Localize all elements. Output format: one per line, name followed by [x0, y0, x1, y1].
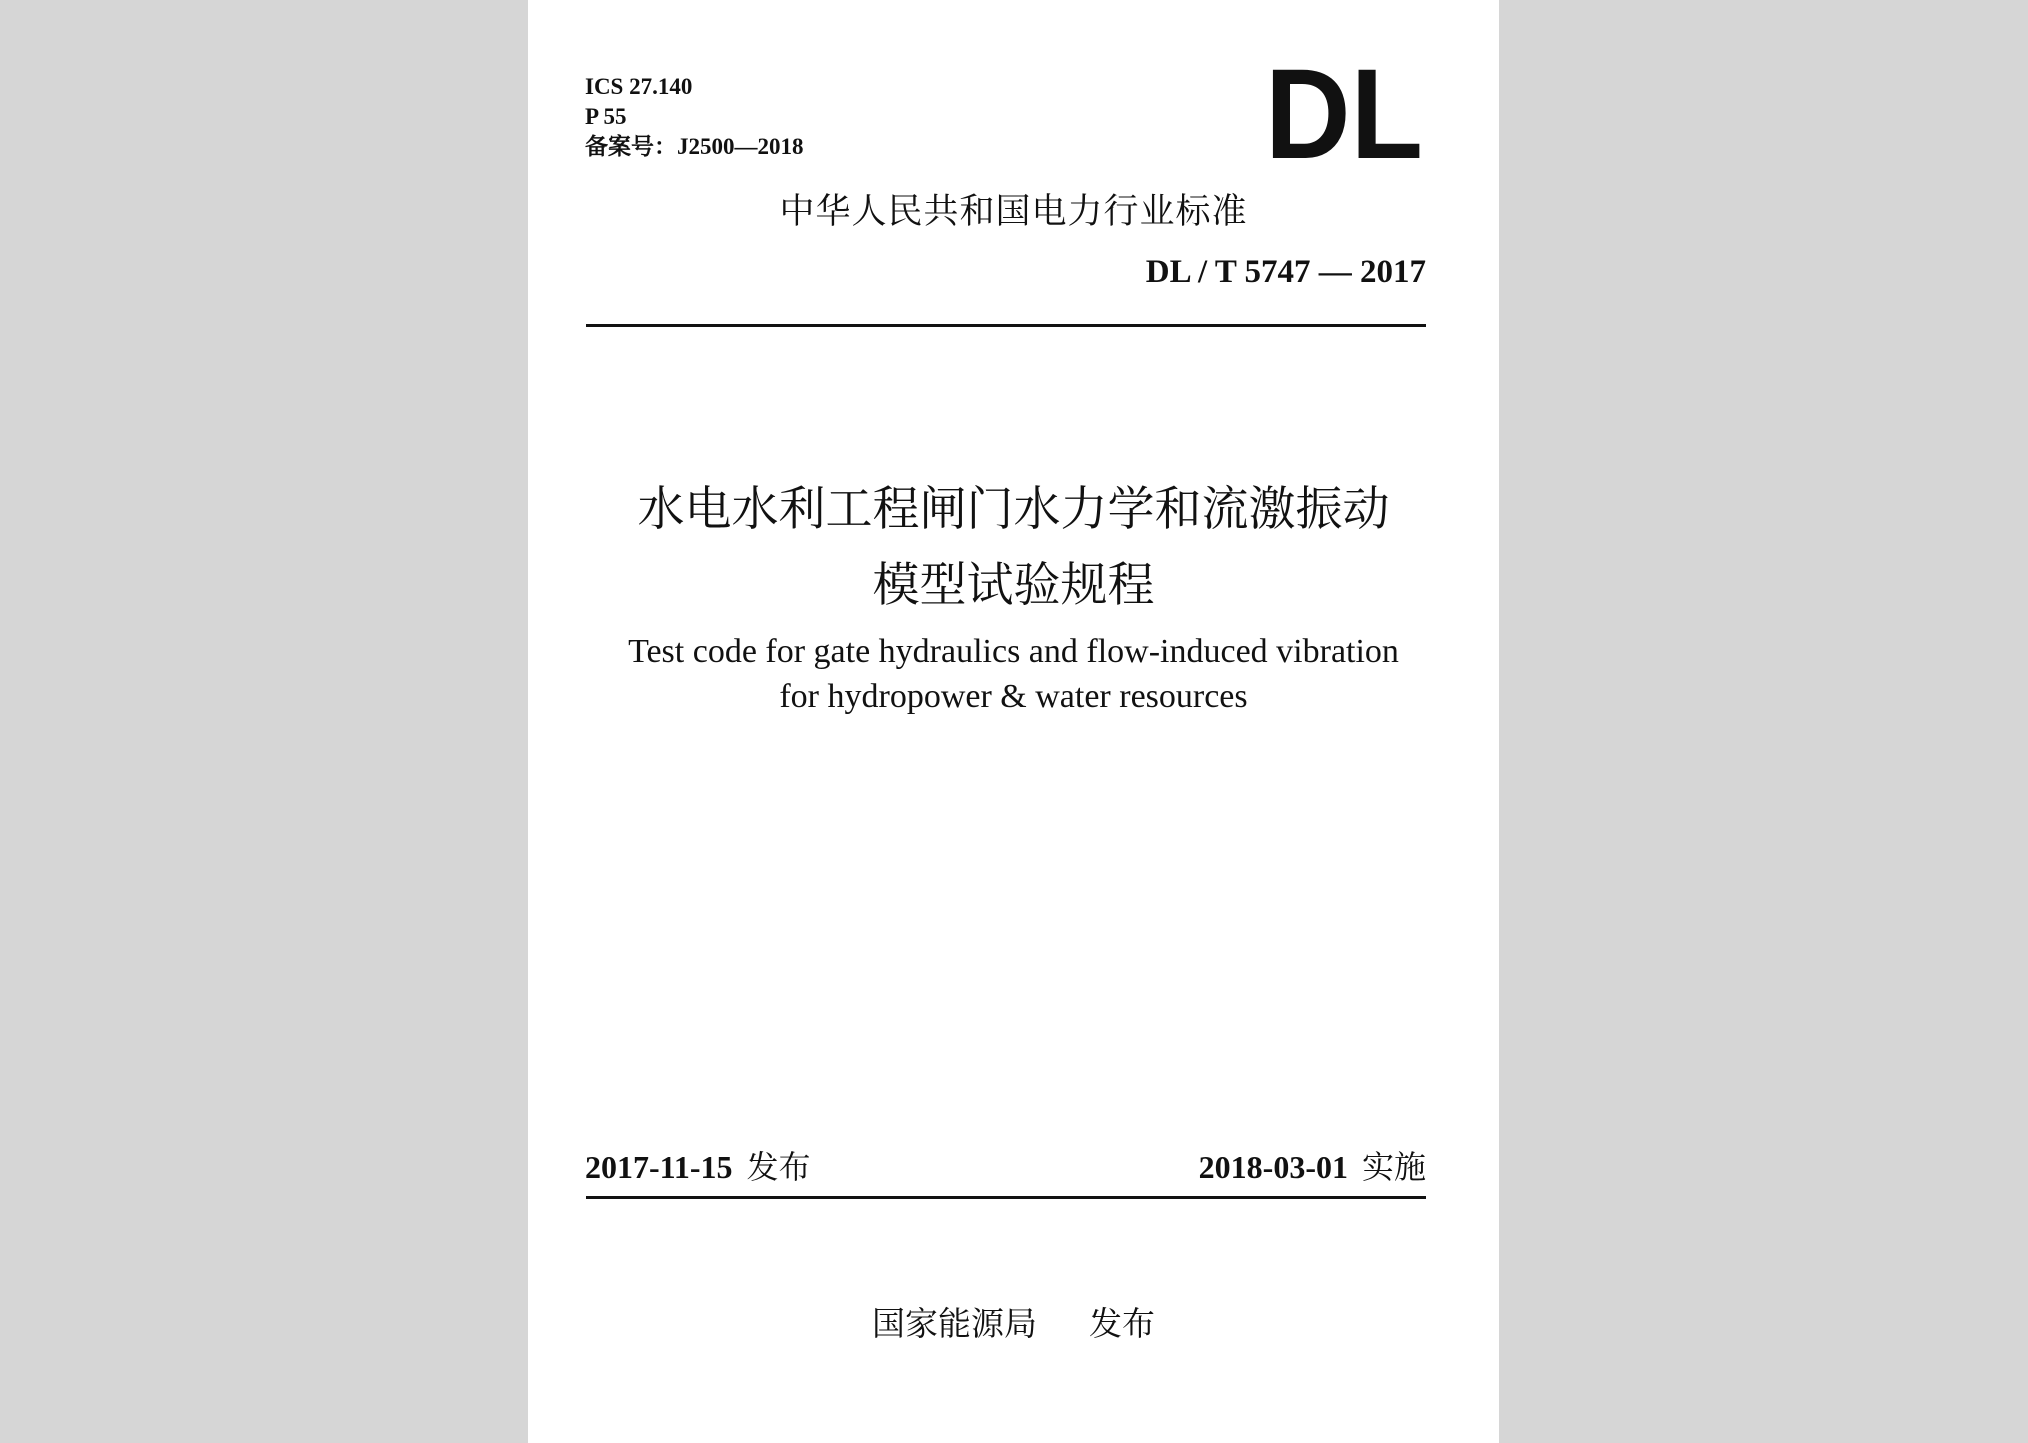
- publisher-name: 国家能源局: [872, 1304, 1037, 1343]
- publisher-line: [528, 1298, 1499, 1345]
- title-chinese-line-2: 模型试验规程: [872, 558, 1155, 613]
- classification-block: [585, 72, 804, 162]
- top-divider: [586, 324, 1426, 327]
- title-chinese-line-1: 水电水利工程闸门水力学和流激振动: [637, 482, 1390, 537]
- effective-date-block: [1199, 1142, 1426, 1188]
- class-code: P 55: [585, 104, 627, 129]
- issue-date: 2017-11-15: [585, 1149, 733, 1185]
- record-number: 备案号：J2500—2018: [585, 134, 804, 159]
- issue-label: 发布: [746, 1148, 811, 1186]
- ics-code: ICS 27.140: [585, 74, 693, 99]
- issue-date-block: [585, 1142, 811, 1188]
- publisher-verb: 发布: [1089, 1304, 1155, 1343]
- standard-code: DL / T 5747 — 2017: [1145, 254, 1426, 290]
- industry-standard-heading: 中华人民共和国电力行业标准: [779, 192, 1248, 232]
- bottom-divider: [586, 1196, 1426, 1199]
- logo-text: DL: [1265, 50, 1423, 170]
- effective-label: 实施: [1361, 1148, 1426, 1186]
- dl-logo: [1264, 50, 1424, 170]
- title-english-line-2: for hydropower & water resources: [779, 678, 1248, 715]
- effective-date: 2018-03-01: [1198, 1149, 1348, 1185]
- document-cover-page: [528, 0, 1499, 1443]
- title-english-line-1: Test code for gate hydraulics and flow-induced vibration: [628, 633, 1399, 670]
